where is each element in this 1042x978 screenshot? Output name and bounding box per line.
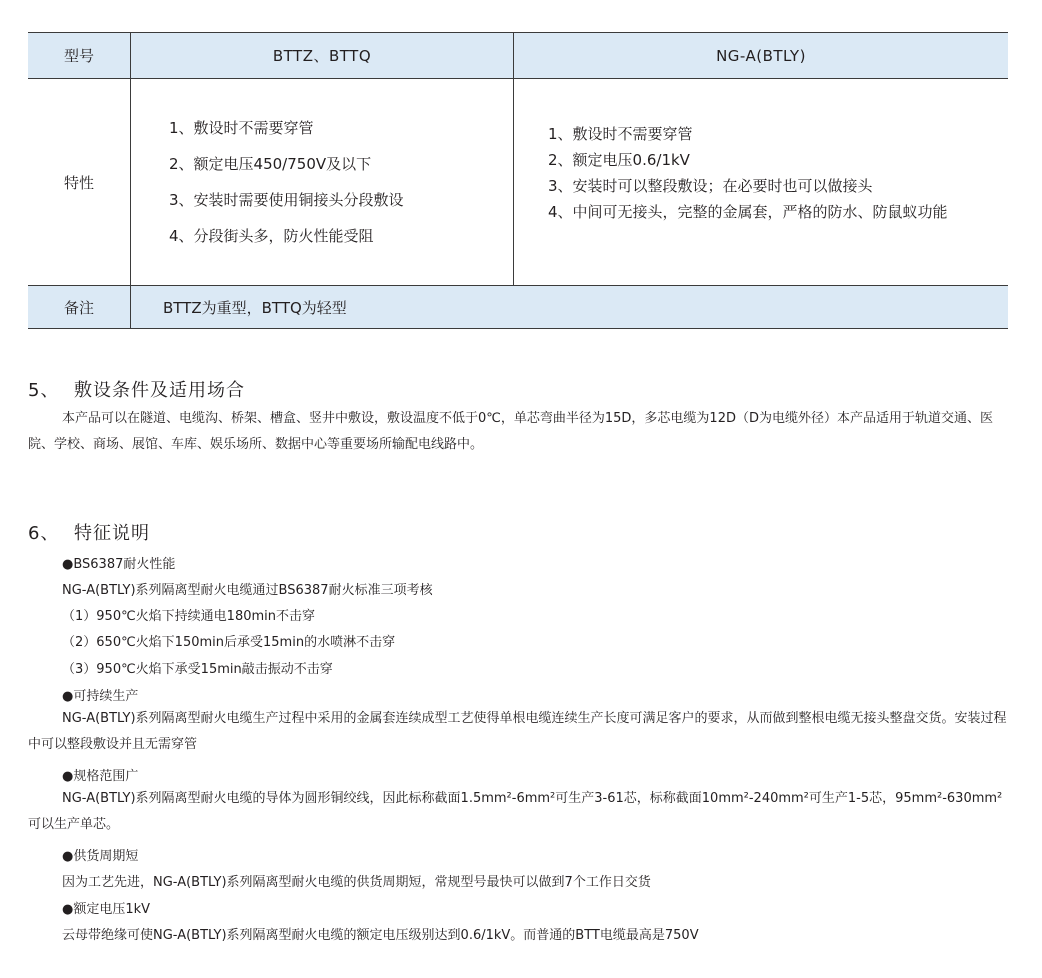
bullet-heading: ● 供货周期短 — [62, 845, 138, 864]
bullet-heading: ● BS6387耐火性能 — [62, 553, 175, 572]
section-5-paragraph: 本产品可以在隧道、电缆沟、桥架、槽盒、竖井中敷设，敷设温度不低于0℃，单芯弯曲半径为15D，多芯电缆为12D（D为电缆外径）本产品适用于轨道交通、医院、学校、商场、展馆、车库、娱乐场所、数据中心等重要场所输配电线路中。 — [28, 411, 993, 452]
header-model-label: 型号 — [28, 33, 131, 78]
feature-item: 4、中间可无接头，完整的金属套，严格的防水、防鼠蚁功能 — [548, 203, 948, 221]
bullet-heading: ● 规格范围广 — [62, 765, 138, 784]
section-title: 敷设条件及适用场合 — [74, 380, 245, 401]
bullet-heading: ● 额定电压1kV — [62, 898, 150, 917]
text-line: 云母带绝缘可使NG-A(BTLY)系列隔离型耐火电缆的额定电压级别达到0.6/1kV。而普通的BTT电缆最高是750V — [62, 928, 699, 943]
feature-item: 4、分段街头多，防火性能受阻 — [169, 227, 374, 245]
features-label: 特性 — [28, 79, 131, 285]
text-line: （2）650℃火焰下150min后承受15min的水喷淋不击穿 — [62, 635, 396, 650]
bullet-heading: ● 可持续生产 — [62, 685, 138, 704]
features-col-ngabtly — [514, 79, 1008, 285]
text-line: （3）950℃火焰下承受15min敲击振动不击穿 — [62, 662, 333, 677]
section-number: 6、 — [28, 523, 60, 544]
feature-item: 1、敷设时不需要穿管 — [548, 125, 693, 143]
remark-text: BTTZ为重型，BTTQ为轻型 — [163, 298, 347, 317]
remark-label: 备注 — [28, 286, 131, 328]
text-paragraph: NG-A(BTLY)系列隔离型耐火电缆的导体为圆形铜绞线，因此标称截面1.5mm²-6mm²可生产3-61芯，标称截面10mm²-240mm²可生产1-5芯，95mm²-630mm²可以生产单芯。 — [28, 791, 1003, 832]
feature-item: 2、额定电压450/750V及以下 — [169, 155, 372, 173]
comparison-table — [28, 32, 1008, 329]
section-6-heading — [28, 519, 150, 545]
text-paragraph: NG-A(BTLY)系列隔离型耐火电缆生产过程中采用的金属套连续成型工艺使得单根电缆连续生产长度可满足客户的要求，从而做到整根电缆无接头整盘交货。安装过程中可以整段敷设并且无需穿管 — [28, 711, 1007, 752]
section-title: 特征说明 — [74, 523, 150, 544]
feature-item: 3、安装时可以整段敷设；在必要时也可以做接头 — [548, 177, 873, 195]
table-header-row — [28, 33, 1008, 79]
table-features-row — [28, 79, 1008, 286]
text-line: 因为工艺先进，NG-A(BTLY)系列隔离型耐火电缆的供货周期短，常规型号最快可以做到7个工作日交货 — [62, 875, 651, 890]
features-col-bttz — [131, 79, 514, 285]
feature-item: 1、敷设时不需要穿管 — [169, 119, 314, 137]
text-line: （1）950℃火焰下持续通电180min不击穿 — [62, 609, 316, 624]
feature-item: 2、额定电压0.6/1kV — [548, 151, 690, 169]
text-line: NG-A(BTLY)系列隔离型耐火电缆通过BS6387耐火标准三项考核 — [62, 583, 433, 598]
header-col-bttz: BTTZ、BTTQ — [131, 33, 514, 78]
feature-item: 3、安装时需要使用铜接头分段敷设 — [169, 191, 404, 209]
table-remark-row — [28, 286, 1008, 329]
section-number: 5、 — [28, 380, 60, 401]
header-col-ngabtly: NG-A(BTLY) — [716, 46, 806, 65]
section-5-heading — [28, 376, 245, 402]
